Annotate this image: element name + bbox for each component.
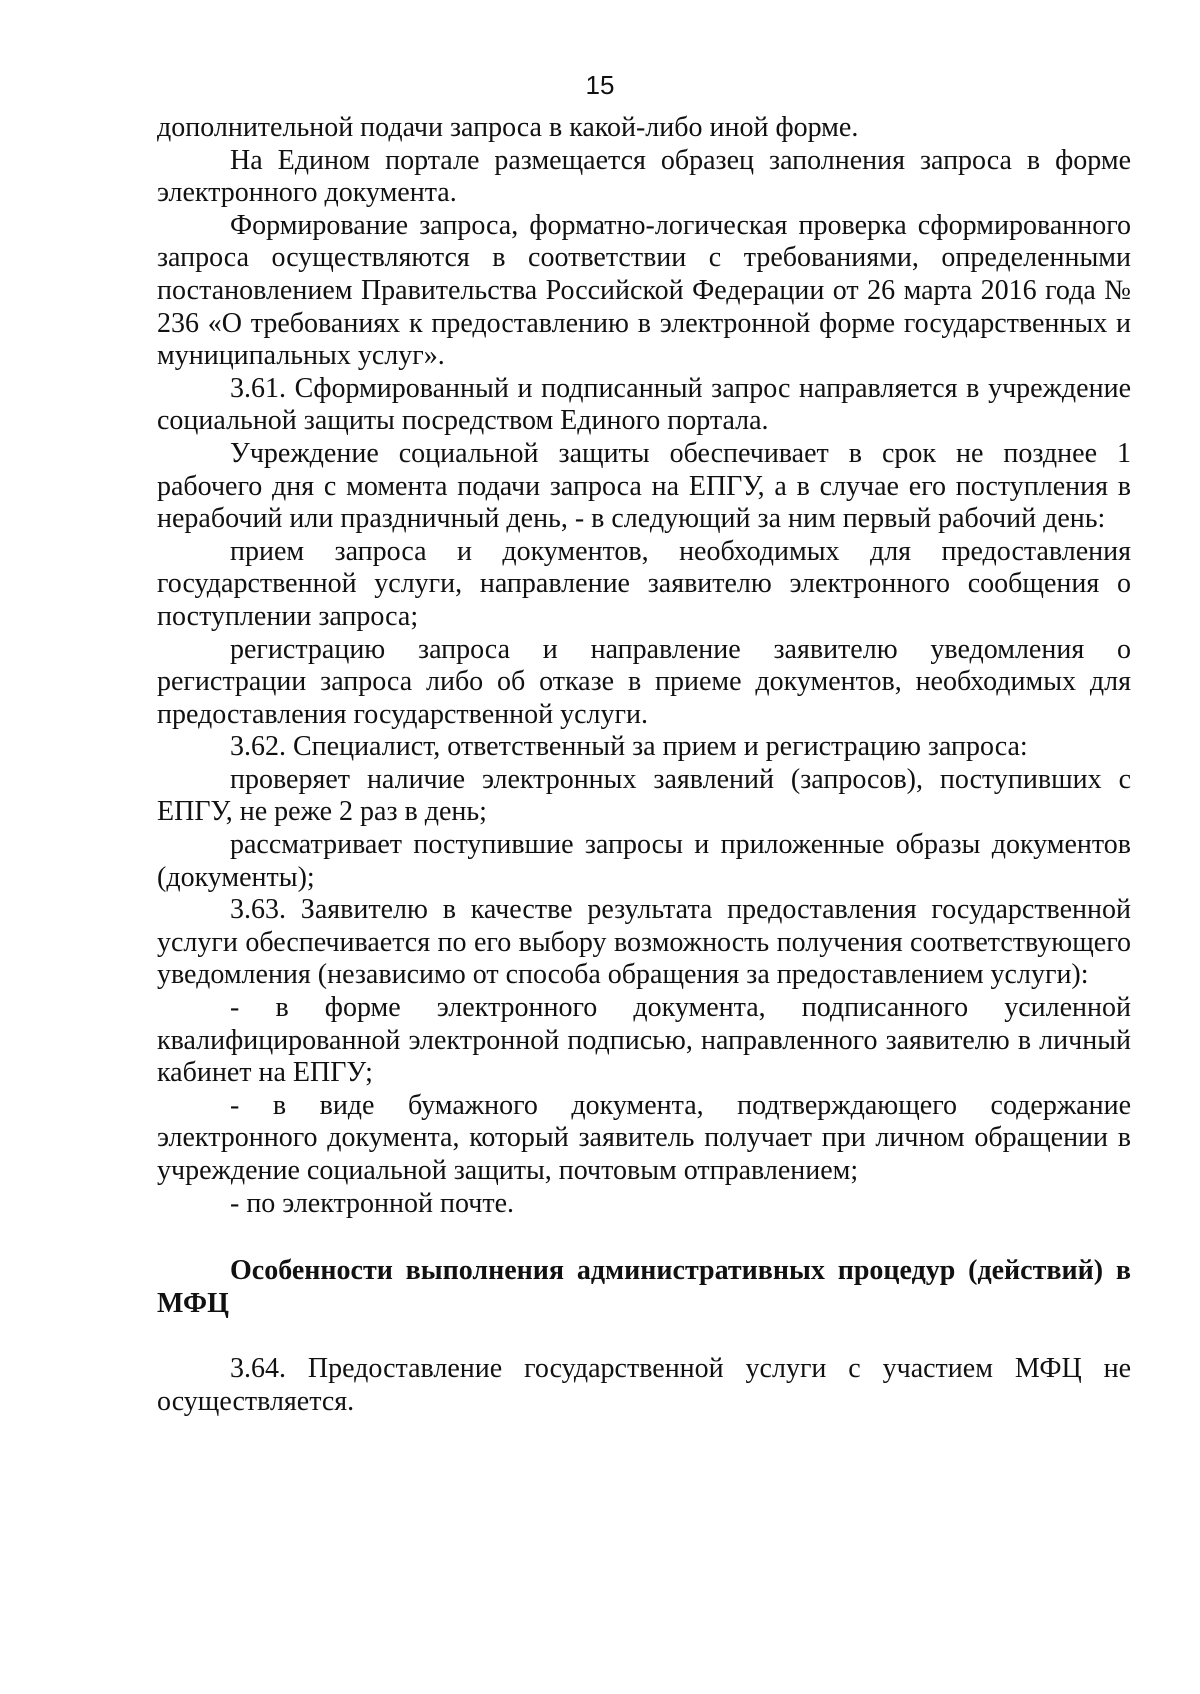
document-body [157, 112, 1131, 1418]
section-heading: Особенности выполнения административных процедур (действий) в МФЦ [157, 1255, 1131, 1320]
paragraph-3-61: 3.61. Сформированный и подписанный запрос направляется в учреждение социальной защиты посредством Единого портала. [157, 372, 1131, 437]
paragraph-electronic-form: - в форме электронного документа, подписанного усиленной квалифицированной электронной подписью, направленного заявителю в личный кабинет на ЕПГУ; [157, 992, 1131, 1089]
paragraph-continuation: дополнительной подачи запроса в какой-либо иной форме. [157, 112, 859, 143]
paragraph-checks-applications: проверяет наличие электронных заявлений (запросов), поступивших с ЕПГУ, не реже 2 раз в день; [157, 763, 1131, 828]
paragraph-3-64: 3.64. Предоставление государственной услуги с участием МФЦ не осуществляется. [157, 1353, 1131, 1417]
paragraph-request-formation: Формирование запроса, форматно-логическая проверка сформированного запроса осуществляются в соответствии с требованиями, определенными постановлением Правительства Российской Федерации от 26 марта 2016 года № 236 «О требованиях к предоставлению в электронной форме государственных и муниципальных услуг». [157, 209, 1131, 372]
paragraph-reviews-requests: рассматривает поступившие запросы и приложенные образы документов (документы); [157, 829, 1131, 893]
page-number: 15 [585, 70, 615, 100]
paragraph-acceptance: прием запроса и документов, необходимых для предоставления государственной услуги, направление заявителю электронного сообщения о поступлении запроса; [157, 535, 1131, 632]
paragraph-3-63: 3.63. Заявителю в качестве результата предоставления государственной услуги обеспечивается по его выбору возможность получения соответствующего уведомления (независимо от способа обращения за предоставлением услуги): [157, 894, 1131, 991]
paragraph-registration: регистрацию запроса и направление заявителю уведомления о регистрации запроса либо об отказе в приеме документов, необходимых для предоставления государственной услуги. [157, 633, 1131, 730]
paragraph-3-62: 3.62. Специалист, ответственный за прием и регистрацию запроса: [230, 731, 1028, 763]
paragraph-email: - по электронной почте. [230, 1187, 514, 1219]
paragraph-paper-form: - в виде бумажного документа, подтверждающего содержание электронного документа, который заявитель получает при личном обращении в учреждение социальной защиты, почтовым отправлением; [157, 1089, 1131, 1186]
paragraph-social-protection-deadline: Учреждение социальной защиты обеспечивает в срок не позднее 1 рабочего дня с момента подачи запроса на ЕПГУ, а в случае его поступления в нерабочий или праздничный день, - в следующий за ним первый рабочий день: [157, 437, 1131, 535]
paragraph-sample-form: На Едином портале размещается образец заполнения запроса в форме электронного документа. [157, 144, 1131, 209]
